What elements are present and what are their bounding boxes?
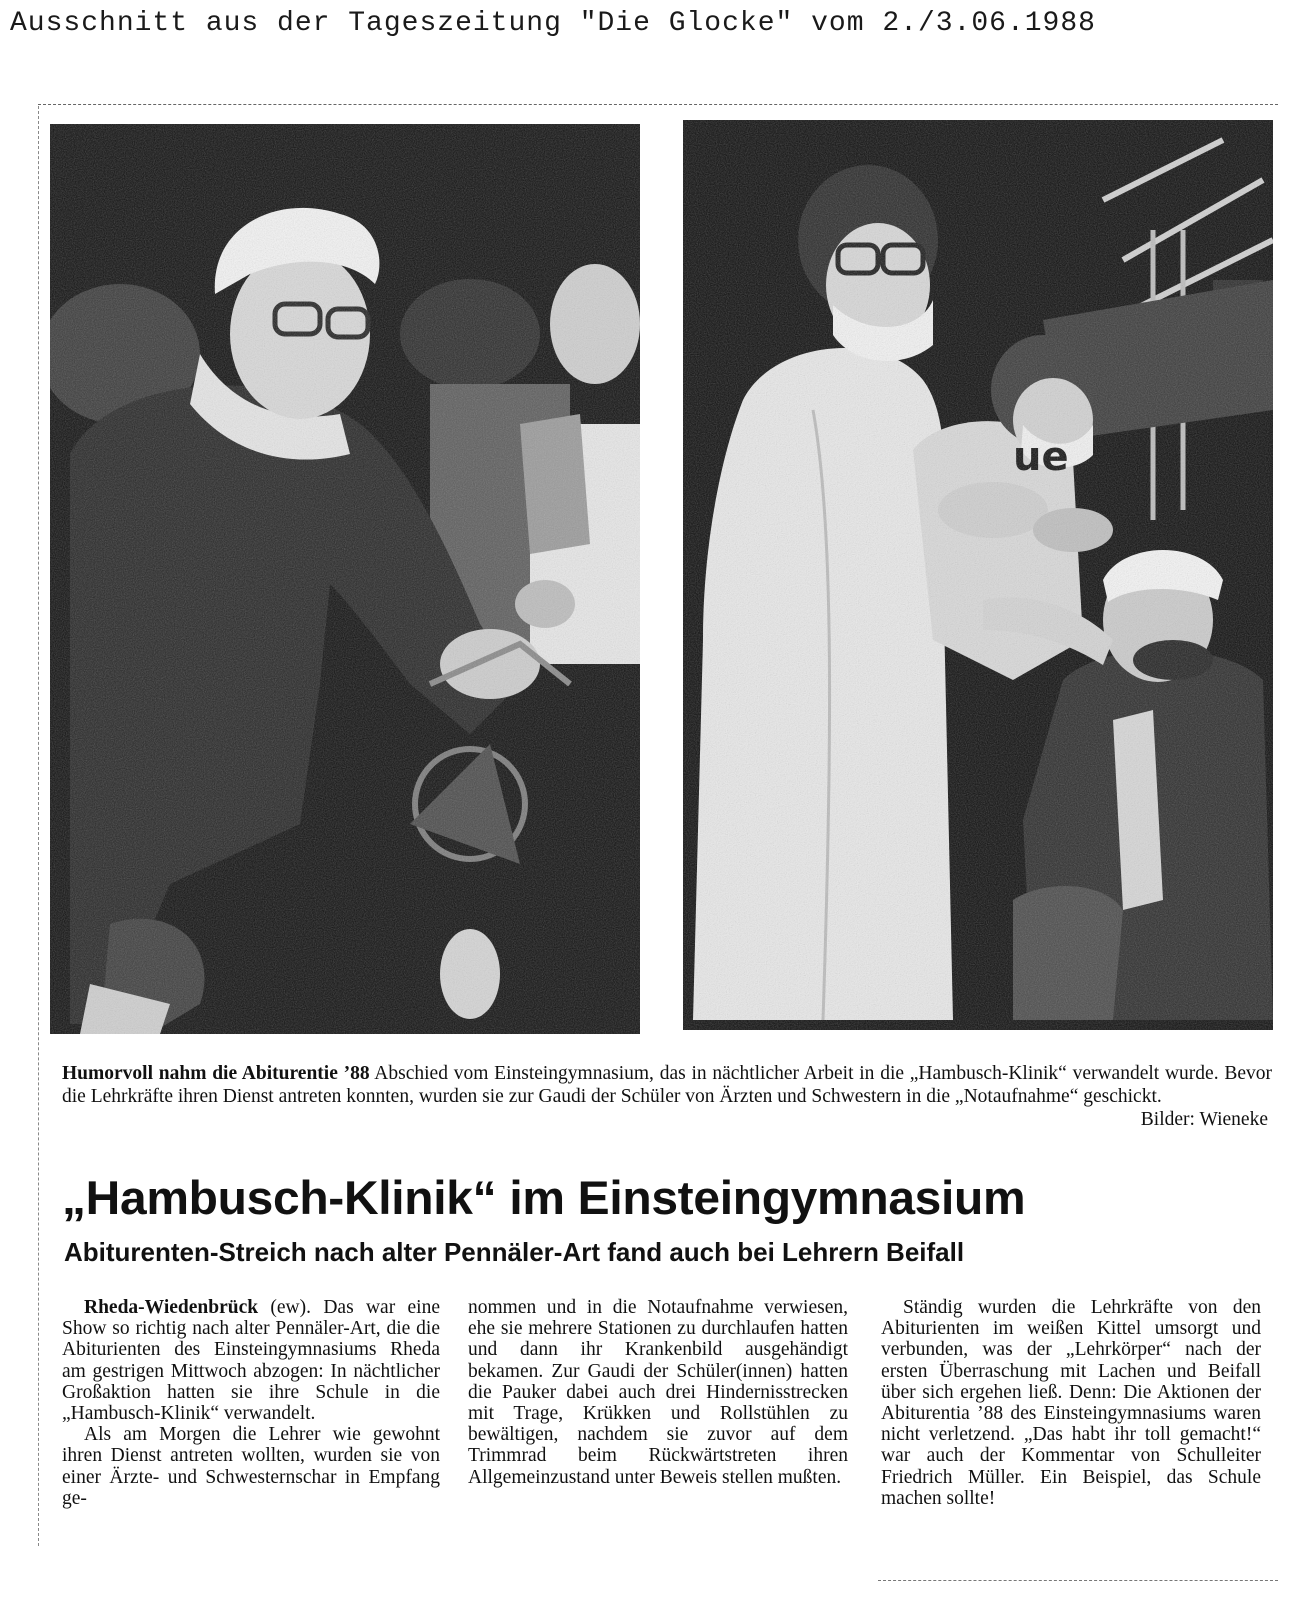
subheadline: Abiturenten-Streich nach alter Pennäler-Art fand auch bei Lehrern Beifall [64, 1237, 965, 1267]
photo-caption [62, 1062, 1272, 1108]
article-paragraph: Ständig wurden die Lehrkräfte von den Abiturienten im weißen Kittel umsorgt und verbunden, was der „Lehrkörper“ nach der ersten Überraschung mit Lachen und Beifall über sich ergehen ließ. Denn: Die Aktionen der Abiturentia ’88 des Einsteingymnasiums waren nicht verletzend. „Das habt ihr toll gemacht!“ war auch der Kommentar von Schulleiter Friedrich Müller. Ein Beispiel, das Schule machen sollte! [881, 1297, 1261, 1509]
article-text: (ew). Das war eine Show so richtig nach alter Pennäler-Art, die die Abiturienten des Einsteingymnasiums Rheda am gestrigen Mittwoch abzogen: In nächtlicher Großaktion hatten sie ihre Schule in die „Hambusch-Klinik“ verwandelt. [62, 1297, 440, 1425]
photo-students-in-white-coats-image [683, 120, 1273, 1030]
article-paragraph: nommen und in die Notaufnahme verwiesen, ehe sie mehrere Stationen zu durchlaufen hatten und dann ihr Krankenbild ausgehändigt bekamen. Zur Gaudi der Schüler(innen) hatten die Pauker dabei auch drei Hindernisstrecken mit Trage, Krükken und Rollstühlen zu bewältigen, nachdem sie zuvor auf dem Trimmrad beim Rückwärtstreten ihren Allgemeinzustand unter Beweis stellen mußten. [468, 1297, 848, 1488]
left-cut-line [38, 106, 39, 1546]
bottom-cut-line [878, 1580, 1278, 1581]
article-column-1 [62, 1297, 440, 1509]
article-paragraph [62, 1297, 440, 1424]
headline: „Hambusch-Klinik“ im Einsteingymnasium [62, 1171, 1026, 1224]
dateline: Rheda-Wiedenbrück [84, 1297, 259, 1318]
newspaper-clipping [38, 104, 1290, 1594]
source-line: Ausschnitt aus der Tageszeitung "Die Glocke" vom 2./3.06.1988 [10, 8, 1096, 39]
caption-lead: Humorvoll nahm die Abiturentie ’88 [62, 1063, 370, 1084]
photo-teacher-on-bike [50, 124, 640, 1034]
photo-teacher-on-bike-image [50, 124, 640, 1034]
top-cut-line [38, 104, 1278, 105]
article-paragraph: Als am Morgen die Lehrer wie gewohnt ihren Dienst antreten wollten, wurden sie von einer Ärzte- und Schwesternschar in Empfang ge- [62, 1424, 440, 1509]
caption-text: Abschied vom Einsteingymnasium, das in nächtlicher Arbeit in die „Hambusch-Klinik“ verwandelt wurde. Bevor die Lehrkräfte ihren Dienst antreten konnten, wurden sie zur Gaudi der Schüler von Ärzten und Schwestern in die „Notaufnahme“ geschickt. [62, 1063, 1272, 1107]
photo-credit: Bilder: Wieneke [1140, 1109, 1268, 1130]
photo-students-in-white-coats [683, 120, 1273, 1030]
article-column-3 [881, 1297, 1261, 1509]
article-column-2 [468, 1297, 848, 1488]
